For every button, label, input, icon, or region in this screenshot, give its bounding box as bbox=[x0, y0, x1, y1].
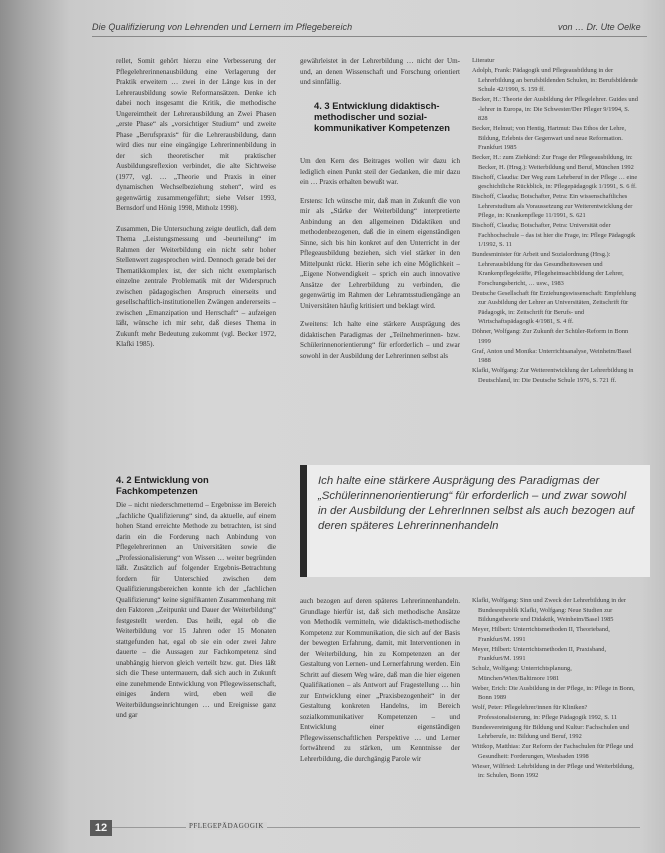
column-1-paragraph: rellet, Somit gehört hierzu eine Verbesserung der Pflegelehrerinnenausbildung eine Verlagerung der Praktik erweitern … zwei in der Länge kus in der Lehrerausbildung sowie Reformansätzen. Denke ich dabei noch insgesamt die Kritik, die methodische Ungereimtheit der Lehrerausbildung an Zwei Phasen „erste Phase“ als „vorsichtiger Studium“ und zweite Phase „Berufspraxis“ für die Lehrerausbildung, dann wird dies nur eine eingängige Lehrerinnenbildung in der sich theoretischer mit praktischer Ausbildungsreflexion verbindet, die alte Sichtweise (1977, vgl. … „Theorie und Praxis in einer dynamischen Wechselbeziehung stehen“, wird es gegenwärtig zusammengeführt; siehe Velser 1993, Bernsdorf und Hönig 1998, Mitholz 1998). bbox=[116, 57, 276, 212]
reference-item: Döhner, Wolfgang: Zur Zukunft der Schüler-Reform in Bonn 1999 bbox=[472, 328, 629, 345]
pull-quote-bar bbox=[300, 465, 307, 577]
column-1-paragraph: Zusammen, Die Untersuchung zeigte deutlich, daß dem Thema „Leistungsmessung und -beurteilung“ im Rahmen der Weiterbildung ein nicht sehr hoher Stellenwert zugesprochen wird. Dennoch gerade bei der Thematikkomplex ist, der sich nicht exemplarisch einzelne zentrale Problematik mit der Widerspruch zwischen pädagogischen Anspruch einerseits und gesellschaftlich-institutionellen Zwängen andererseits – zwischen „Emanzipation und Herrschaft“ – aufzeigen läßt, wünsche ich mir sehr, daß dieses Thema in Zukunft mehr Bedeutung zukommt (vgl. Becker 1972, Klafki 1985). bbox=[116, 224, 276, 348]
section-heading-4-3: 4. 3 Entwicklung didaktisch-methodischer und sozial-kommunikativer Kompetenzen bbox=[314, 100, 450, 133]
reference-item: Bischoff, Claudia: Der Weg zum Lehrberuf in der Pflege … eine geschichtliche Rückblick, in: Pflegepädagogik 1/1991, S. 6 ff. bbox=[472, 173, 638, 190]
column-1-bottom bbox=[116, 500, 276, 808]
section-4-2-body: Die – nicht niederschmetternd – Ergebnisse im Bereich „fachliche Qualifizierung“ sind, da aktuelle, auf einem hohen Stand erreichte Methode zu betrachten, ist sind darin ein die Forderung nach Anbindung von Pflegelehrerinnen an Universitäten sowie die „Professionalisierung“ von Wissen … weiter begründen läßt. Zusätzlich auf folgender Ergebnis-Betrachtung fordern für Unterschied zwischen dem Qualifizierungsbereichen konnte ich der „fachlichen Qualifizierung“ keine signifikanten Zusammenhang mit den Faktoren „Zeitpunkt und Dauer der Weiterbildung“ festgestellt werden. Das heißt, egal ob die Weiterbildung vor 15 Jahren oder 15 Monaten stattgefunden hat, egal ob sie ein oder zwei Jahre dauerte – die Aussagen zur Fachkompetenz sind unabhängig hiervon gleich verteilt bzw. gut. Dies läßt sich die These untermauern, daß sich auch in Zukunft eine zunehmende Entwicklung von Pflegewissenschaft, einiges ändern wird, eben weil die Weiterbildungseinrichtungen … und Ereignisse ganz und gar bbox=[116, 501, 276, 719]
reference-item: Wolf, Peter: Pflegelehrer/innen für Kliniken? Professionalisierung, in: Pflege Pädagogik 1992, S. 11 bbox=[472, 704, 618, 721]
running-author: von … Dr. Ute Oelke bbox=[558, 22, 641, 32]
column-2-intro bbox=[300, 56, 460, 96]
reference-item: Becker, H.: zum Ziehkind: Zur Frage der Pflegeausbildung, in: Becker, H. (Hrsg.): Weiterbildung und Beruf, München 1992 bbox=[472, 154, 634, 171]
reference-item: Becker, H.: Theorie der Ausbildung der Pflegelehrer. Guides und -lehrer in Europa, in: Die Schwester/Der Pfleger 9/1994, S. 828 bbox=[472, 96, 638, 122]
reference-item: Klafki, Wolfgang: Zur Weiterentwicklung der Lehrerbildung in Deutschland, in: Die Deutsche Schule 1976, S. 721 ff. bbox=[472, 367, 634, 384]
column-1-top bbox=[116, 56, 276, 446]
journal-name: PFLEGEPÄDAGOGIK bbox=[186, 822, 267, 830]
reference-item: Wieser, Wilfried: Lehrbildung in der Pflege und Weiterbildung, in: Schulen, Bonn 1992 bbox=[472, 762, 634, 779]
column-2-paragraph: auch bezogen auf deren späteres Lehrerinnenhandeln. Grundlage hierfür ist, daß sich methodische Ansätze von Methodik vermitteln, wie didaktisch-methodische Kompetenz zur Kommunikation, die sich auf der Basis der bewegten Erfahrung, damit, mit Interventionen in der Weiterbildung, hin zu Kompetenzen an der Gestaltung von Lernen- und Lernerfahrung werden. Ein Schritt auf diesem Weg wäre, daß man die hier eigenen Qualifikationen – als Antwort auf Fragestellung … hin zur Entwicklung einer „Praxisbezogenheit“ in der Gestaltung konkreten Handelns, im Bereich sozialkommunikativer Kompetenzen – und Entwicklung einer eigenständigen Pflegewissenschaftlichen Perspektive … und Lerner fortwährend zu stärken, um Kenntnisse der Lehrerbildung, die durchgängig Parole wir bbox=[300, 597, 460, 763]
reference-item: Bischoff, Claudia; Botschafter, Petra: Universität oder Fachhochschule – das ist hier die Frage, in: Pflege Pädagogik 1/1992, S. 11 bbox=[472, 222, 636, 248]
reference-item: Bundesminister für Arbeit und Sozialordnung (Hrsg.): Lehrerausbildung für das Gesundheitswesen und Krankenpflegekräfte, Pflegeheimsachbildung der Lehrer, Forschungsbericht, … usw., 1983 bbox=[472, 251, 624, 287]
reference-item: Meyer, Hilbert: Unterrichtsmethoden II, Praxisband, Frankfurt/M. 1991 bbox=[472, 645, 607, 662]
column-2-paragraph: gewährleistet in der Lehrerbildung … nicht der Um- und, an denen Wissenschaft und Forschung orientiert und sinnfällig. bbox=[300, 57, 460, 86]
running-title: Die Qualifizierung von Lehrenden und Lernern im Pflegebereich bbox=[92, 22, 353, 32]
reference-item: Meyer, Hilbert: Unterrichtsmethoden II, Theorieband, Frankfurt/M. 1991 bbox=[472, 626, 610, 643]
section-heading-4-2: 4. 2 Entwicklung von Fachkompetenzen bbox=[116, 474, 209, 496]
header-rule bbox=[92, 36, 647, 37]
reference-item: Literatur bbox=[472, 57, 495, 64]
reference-item: Weber, Erich: Die Ausbildung in der Pflege, in: Pflege in Bonn, Bonn 1989 bbox=[472, 684, 635, 701]
reference-item: Graf, Anton und Monika: Unterrichtsanalyse, Weinheim/Basel 1988 bbox=[472, 347, 632, 364]
pull-quote-text: Ich halte eine stärkere Ausprägung des Paradigmas der „Schülerinnenorientierung“ für erforderlich – und zwar sowohl in der Ausbildung der LehrerInnen selbst als auch bezogen auf deren späteres Lehrerinnenhandeln bbox=[318, 475, 635, 532]
reference-item: Schulz, Wolfgang: Unterrichtsplanung, München/Wien/Baltimore 1981 bbox=[472, 665, 572, 682]
column-2-paragraph: Zweitens: Ich halte eine stärkere Ausprägung des didaktischen Paradigmas der „Teilnehmerinnen- bzw. Schülerinnenorientierung“ für erforderlich – und zwar sowohl in der Ausbildung der Lehrerinnen selbst als bbox=[300, 320, 460, 360]
references-top bbox=[472, 56, 640, 450]
reference-item: Becker, Helmut; von Hentig, Hartmut: Das Ethos der Lehre, Bildung, Erlebnis der Gegenwart und neue Reformation. Frankfurt 1985 bbox=[472, 125, 626, 151]
reference-item: Wittkop, Matthias: Zur Reform der Fachschulen für Pflege und Gesundheit: Forderungen, Wiesbaden 1998 bbox=[472, 743, 634, 760]
reference-item: Klafki, Wolfgang: Sinn und Zweck der Lehrerbildung in der Bundesrepublik Klafki, Wolfgang: Neue Studien zur Bildungstheorie und Didaktik, Weinheim/Basel 1985 bbox=[472, 597, 626, 623]
page-number: 12 bbox=[90, 820, 112, 836]
column-2-top bbox=[300, 156, 460, 456]
column-2-bottom bbox=[300, 596, 460, 808]
reference-item: Bundesvereinigung für Bildung und Kultur: Fachschulen und Lehrberufe, in: Bildung und Beruf, 1992 bbox=[472, 723, 629, 740]
reference-item: Adolph, Frank: Pädagogik und Pflegeausbildung in der Lehrerbildung an berufsbildenden Schulen, in: Berufsbildende Schule 42/1990, S. 159 ff. bbox=[472, 67, 638, 93]
column-2-paragraph: Um den Kern des Beitrages wollen wir dazu ich lediglich einen Punkt steil der Gedanken, die mir dazu ein … Praxis erhalten bewußt war. bbox=[300, 157, 460, 186]
reference-item: Bischoff, Claudia; Botschafter, Petra: Ein wissenschaftliches Lehrerstudium als Voraussetzung zur Weiterentwicklung der Pflege, in: Krankenpflege 11/1991, S. 621 bbox=[472, 193, 633, 219]
reference-item: Deutsche Gesellschaft für Erziehungswissenschaft: Empfehlung zur Ausbildung der Lehrer an Universitäten, Zeitschrift für Pädagogik, in: Zeitschrift für Berufs- und Wirtschaftspädagogik 4/1981, S. 4 ff. bbox=[472, 289, 636, 325]
column-2-paragraph: Erstens: Ich wünsche mir, daß man in Zukunft die von mir als „Stärke der Weiterbildung“ interpretierte Anbindung an den allgemeinen Didaktiken und methodenbezogenen, daß die in einem eigenständigen Sinne, sich bis hin konkret auf den Unterricht in der Pflegeausbildung beziehen, sich viel stärker in den Mittelpunkt rückt. Hierin sehe ich eine Möglichkeit – „Eigene Notwendigkeit – sprich ein auch innovative Ansätze der Lehrerbildung zu verbinden, die gegenwärtig im Rahmen der Lehramtsstudiengänge an Universitäten häufig kritisiert und beklagt wird. bbox=[300, 196, 460, 310]
references-bottom bbox=[472, 596, 640, 808]
